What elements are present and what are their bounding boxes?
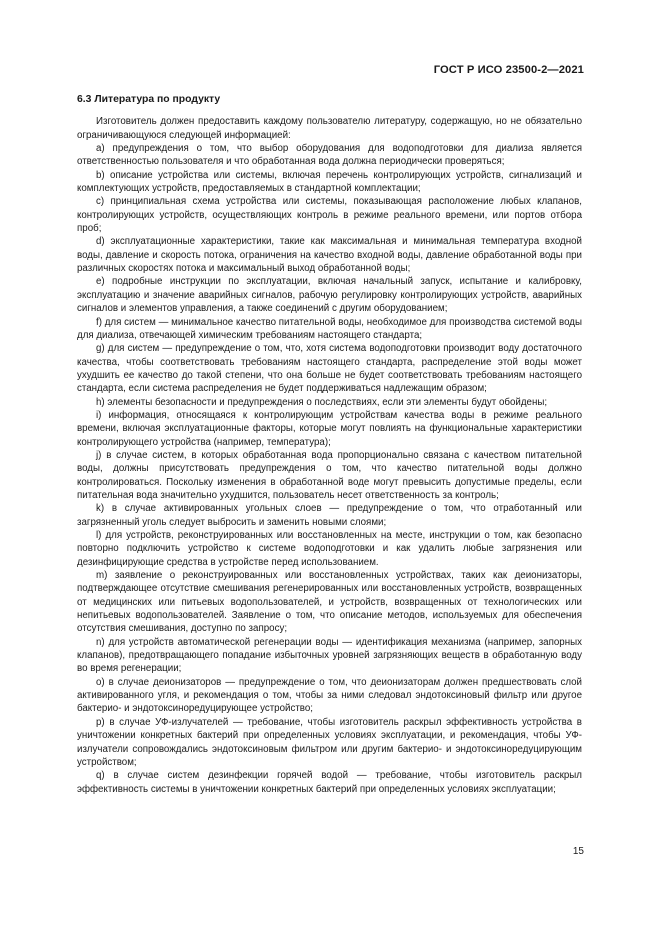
list-item-label: j): [96, 449, 102, 461]
list-item-label: q): [96, 770, 105, 782]
list-item-text: предупреждения о том, что выбор оборудования для водоподготовки для диализа является ответственностью пользователя и что обработанная вода должна периодически проверяться;: [77, 143, 583, 168]
list-item-text: эксплуатационные характеристики, такие как максимальная и минимальная температура входной воды, давление и скорость потока, ограничения на качество входной воды, давление обработанной воды при различных скоростях потока и максимальный выход обработанной воды;: [77, 236, 582, 275]
list-item-text: в случае систем, в которых обработанная вода пропорционально связана с качеством питательной воды, должны присутствовать предупреждения о том, что качество питательной воды должно контролироваться. Поскольку изменения в обработанной воде могут превысить допустимые пределы, если питательная вода значительно ухудшится, пользователь несет ответственность за контроль;: [77, 449, 582, 501]
list-item-label: g): [96, 343, 105, 355]
list-item-label: i): [96, 409, 102, 421]
list-item-text: для устройств автоматической регенерации воды — идентификация механизма (например, запорных клапанов), предотвращающего попадание избыточных уровней загрязняющих веществ в обработанную воду во время регенерации;: [77, 636, 582, 675]
list-item-text: элементы безопасности и предупреждения о последствиях, если эти элементы будут обойдены;: [107, 396, 548, 408]
list-item-text: для систем — минимальное качество питательной воды, необходимое для производства системой воды для диализа, отвечающей химическим требованиям настоящего стандарта;: [77, 316, 582, 341]
list-item-text: принципиальная схема устройства или системы, показывающая расположение любых клапанов, контролирующих устройств, осуществляющих контроль в режиме реального времени, или портов отбора проб;: [77, 196, 582, 235]
list-item: [77, 716, 582, 769]
list-item: [77, 502, 582, 529]
list-item: [77, 235, 582, 275]
list-item: [77, 409, 582, 449]
section-heading: 6.3 Литература по продукту: [77, 94, 221, 105]
list-item: [77, 316, 582, 343]
list-item: [77, 342, 582, 395]
list-item: [77, 396, 582, 409]
list-item-label: e): [96, 276, 105, 288]
list-item-label: n): [96, 636, 105, 648]
list-item: [77, 636, 582, 676]
list-item-label: c): [96, 196, 105, 208]
list-item-text: подробные инструкции по эксплуатации, включая начальный запуск, испытание и калибровку, эксплуатацию и значение аварийных сигналов, рабочую регулировку контролирующих устройств, аварийных сигналов и элементов управления, а также соединений с другим оборудованием;: [77, 276, 582, 315]
list-item-label: f): [96, 316, 102, 328]
list-item-label: o): [96, 676, 105, 688]
list-item-label: p): [96, 716, 105, 728]
list-item: [77, 275, 582, 315]
list-item-text: для систем — предупреждение о том, что, хотя система водоподготовки производит воду достаточного качества, чтобы соответствовать требованиям настоящего стандарта, распределение этой воды может ухудшить ее качество до такой степени, что она больше не будет соответствовать требованиям настоящего стандарта, если система распределения не будет поддерживаться надлежащим образом;: [77, 343, 582, 395]
list-item-label: b): [96, 169, 105, 181]
list-item-text: в случае деионизаторов — предупреждение о том, что деионизаторам должен предшествовать слой активированного угля, и рекомендация о том, чтобы за ними следовал эндотоксиновый фильтр или другое бактерио- и эндотоксиноредуцирующее устройство;: [77, 676, 582, 715]
list-item-text: информация, относящаяся к контролирующим устройствам качества воды в режиме реального времени, включая эксплуатационные факторы, которые могут повлиять на функциональные характеристики контролирующего устройства (например, температура);: [77, 409, 582, 448]
list-item: [77, 569, 582, 636]
list-item-label: m): [96, 570, 108, 582]
list-item: [77, 529, 582, 569]
section-content: [77, 93, 582, 796]
list-item-label: d): [96, 236, 105, 248]
list-item-label: h): [96, 396, 105, 408]
list-item-text: заявление о реконструированных или восстановленных устройствах, таких как деионизаторы, подтверждающее отсутствие смешивания регенерированных или восстановленных устройств, возвращенных от медицинских или питьевых водопользователей, и устройств, возвращенных от технологических или непитьевых водопользователей. Заявление о том, что описание методов, используемых для обеспечения отсутствия смешивания, доступно по запросу;: [77, 570, 582, 635]
intro-paragraph: [77, 115, 582, 142]
list-item-text: в случае УФ-излучателей — требование, чтобы изготовитель раскрыл эффективность устройства в уничтожении конкретных бактерий при определенных условиях эксплуатации, и рекомендация, чтобы УФ-излучатели сопровождались эндотоксиновым фильтром или другим бактерио- и эндотоксиноредуцирующим устройством;: [77, 716, 582, 768]
requirements-list: [77, 142, 582, 796]
list-item: [77, 169, 582, 196]
list-item: [77, 676, 582, 716]
document-code: ГОСТ Р ИСО 23500-2—2021: [433, 64, 584, 76]
list-item-text: для устройств, реконструированных или восстановленных на месте, инструкции о том, как безопасно повторно подключить устройство к системе водоподготовки и как удалить любые загрязнения или дезинфицирующие средства в устройстве перед использованием.: [77, 530, 582, 568]
list-item-text: в случае активированных угольных слоев — предупреждение о том, что отработанный или загрязненный уголь следует выбросить и заменить новыми слоями;: [77, 503, 582, 528]
list-item-text: в случае систем дезинфекции горячей водой — требование, чтобы изготовитель раскрыл эффективность системы в уничтожении конкретных бактерий при определенных условиях эксплуатации;: [77, 770, 582, 795]
page-number: 15: [572, 846, 584, 857]
list-item-label: l): [96, 530, 102, 541]
list-item-text: описание устройства или системы, включая перечень контролирующих устройств, сигнализаций и комплектующих устройств, предоставляемых в стандартной комплектации;: [77, 169, 582, 195]
list-item-label: a): [96, 143, 105, 155]
list-item: [77, 769, 582, 796]
list-item: [77, 195, 582, 235]
list-item: [77, 449, 582, 502]
list-item: [77, 142, 582, 169]
list-item-label: k): [96, 503, 105, 515]
intro-text: Изготовитель должен предоставить каждому пользователю литературу, содержащую, но не обязательно ограничивающуюся следующей информацией:: [77, 116, 582, 141]
